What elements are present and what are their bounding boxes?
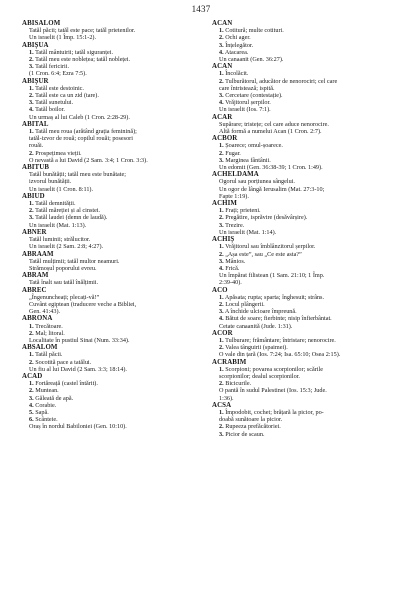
line-text: 1:36). <box>219 394 234 402</box>
entry-headword: ACSA <box>212 401 232 409</box>
sense-number: 2. <box>29 329 34 337</box>
entry-headword: ABIȘUA <box>22 41 49 49</box>
line-text: Tatăl demnității. <box>35 200 76 208</box>
line-text: Bicicurile. <box>225 380 252 388</box>
entry-headword: ABITAL <box>22 120 49 128</box>
sense-number: 1. <box>219 70 224 78</box>
entry-line <box>22 200 194 207</box>
line-text: Prospețimea vieții. <box>35 149 82 157</box>
dictionary-entry <box>212 359 384 402</box>
line-text: care întristează; ispită. <box>219 84 275 92</box>
entry-headword: ACHELDAMA <box>212 171 259 179</box>
entry-line <box>212 164 384 171</box>
line-text: Altă formă a numelui Acan (1 Cron. 2:7). <box>219 128 322 136</box>
entry-line <box>212 121 384 128</box>
sense-number: 3. <box>219 257 224 265</box>
entry-line <box>22 301 194 308</box>
line-text: Tatăl mântuirii; tatăl siguranței. <box>35 48 113 56</box>
dictionary-entry <box>22 42 194 78</box>
line-text: A închide ulcioare împreună. <box>224 308 297 316</box>
line-text: Tatăl laudei (demn de laudă). <box>35 214 108 222</box>
entry-line <box>212 193 384 200</box>
line-text: Strămoșul poporului evreu. <box>29 264 97 272</box>
dictionary-entry <box>212 287 384 330</box>
line-text: Trezire. <box>225 221 245 229</box>
line-text: Cotitură; multe cotituri. <box>225 27 284 35</box>
entry-line <box>212 85 384 92</box>
sense-number: 4. <box>29 401 34 409</box>
entry-line <box>22 351 194 358</box>
entry-line <box>22 56 194 63</box>
entry-headword: ABRONA <box>22 315 53 323</box>
line-text: Un ogor de lângă Ierusalim (Mat. 27:3-10; <box>219 185 325 193</box>
line-text: „Îngenuncheați; plecați-vă!” <box>29 293 100 301</box>
sense-number: 2. <box>219 300 224 308</box>
entry-line <box>212 56 384 63</box>
line-text: Mal; litoral. <box>35 329 65 337</box>
entry-headword: ABNER <box>22 228 47 236</box>
line-text: Atacarea. <box>224 48 249 56</box>
sense-number: 1. <box>29 322 34 330</box>
entry-line <box>22 387 194 394</box>
entry-line <box>22 294 194 301</box>
entry-line <box>212 251 384 258</box>
sense-number: 3. <box>219 92 224 100</box>
dictionary-entry <box>212 200 384 236</box>
left-column <box>22 20 194 594</box>
entry-headword: ABREC <box>22 286 47 294</box>
line-text: Tatăl măreției și al cinstei. <box>35 207 101 215</box>
line-text: scorpionilor; dealul scorpionilor. <box>219 372 300 380</box>
sense-number: 2. <box>219 214 224 222</box>
line-text: Tatăl mulțimii; tatăl multor neamuri. <box>29 257 120 265</box>
sense-number: 2. <box>29 92 34 100</box>
line-text: Tatăl meu roua (arătând grația feminină); <box>35 128 137 136</box>
line-text: Găleată de apă. <box>35 394 74 402</box>
dictionary-columns <box>22 20 384 594</box>
dictionary-entry <box>212 135 384 171</box>
line-text: Un împărat filistean (1 Sam. 21:10; 1 Împ. <box>219 272 325 280</box>
entry-line <box>212 157 384 164</box>
entry-line <box>22 150 194 157</box>
entry-line <box>22 171 194 178</box>
entry-line <box>22 243 194 250</box>
entry-headword: ACRABIM <box>212 358 247 366</box>
line-text: Apăsata; rupta; sparta; înghesuit; strâns. <box>224 293 325 301</box>
entry-headword: ACAR <box>212 113 233 121</box>
line-text: Frică. <box>225 264 240 272</box>
entry-line <box>22 258 194 265</box>
sense-number: 3. <box>29 99 34 107</box>
entry-line <box>22 63 194 70</box>
entry-headword: ABISALOM <box>22 20 61 27</box>
line-text: Trecătoare. <box>35 322 63 330</box>
entry-headword: ACO <box>212 286 228 294</box>
line-text: Tatăl este destoinic. <box>35 84 84 92</box>
sense-number: 1. <box>219 365 224 373</box>
sense-number: 1. <box>219 336 224 344</box>
line-text: Un israelit (Mat. 1:14). <box>219 228 277 236</box>
dictionary-entry <box>212 20 384 63</box>
entry-line <box>212 142 384 149</box>
line-text: Rupeeza prefăcătoriei. <box>225 423 281 431</box>
line-text: Tatăl sunetului. <box>35 99 74 107</box>
sense-number: 2. <box>29 358 34 366</box>
entry-line <box>22 366 194 373</box>
dictionary-entry <box>212 114 384 136</box>
entry-headword: ACAN <box>212 63 233 71</box>
entry-line <box>212 49 384 56</box>
line-text: Fapte 1:19). <box>219 192 249 200</box>
entry-line <box>212 42 384 49</box>
sense-number: 6. <box>29 416 34 424</box>
entry-line <box>22 236 194 243</box>
entry-line <box>212 301 384 308</box>
line-text: „Așa este”, sau „Ce este asta?” <box>225 250 302 258</box>
line-text: O nevastă a lui David (2 Sam. 3:4; 1 Cron. 3:3). <box>29 156 148 164</box>
entry-headword: ABRAAM <box>22 250 54 258</box>
sense-number: 1. <box>29 128 34 136</box>
dictionary-entry <box>22 121 194 164</box>
dictionary-entry <box>212 236 384 286</box>
line-text: rouăi. <box>29 142 44 150</box>
dictionary-entry <box>22 78 194 121</box>
entry-line <box>212 222 384 229</box>
entry-headword: ACHIȘ <box>212 236 235 244</box>
dictionary-entry <box>22 315 194 344</box>
entry-line <box>212 243 384 250</box>
entry-line <box>22 135 194 142</box>
entry-line <box>22 330 194 337</box>
entry-line <box>212 70 384 77</box>
sense-number: 3. <box>29 214 34 222</box>
entry-line <box>22 128 194 135</box>
line-text: O vale din țară (Ios. 7:24; Isa. 65:10; Osea 2:15). <box>219 351 341 359</box>
entry-line <box>22 359 194 366</box>
entry-line <box>22 157 194 164</box>
entry-line <box>22 142 194 149</box>
entry-line <box>212 272 384 279</box>
sense-number: 3. <box>219 430 224 438</box>
entry-headword: ABRAM <box>22 272 49 280</box>
line-text: Un israelit (Mat. 1:13). <box>29 221 87 229</box>
line-text: Cercetare (contestație). <box>225 92 283 100</box>
line-text: Tatăl bunătății; tatăl meu este bunătate; <box>29 171 126 179</box>
entry-line <box>212 207 384 214</box>
line-text: Scorpioni; povarea scorpionilor; scările <box>225 365 323 373</box>
entry-line <box>212 92 384 99</box>
line-text: Marginea fântânii. <box>225 156 271 164</box>
sense-number: 2. <box>219 344 224 352</box>
sense-number: 5. <box>29 408 34 416</box>
line-text: Un urmaș al lui Caleb (1 Cron. 2:28-29). <box>29 113 130 121</box>
entry-line <box>212 214 384 221</box>
sense-number: 1. <box>219 27 224 35</box>
line-text: Un israelit (2 Sam. 2:8; 4:27). <box>29 243 104 251</box>
sense-number: 1. <box>219 293 224 301</box>
entry-line <box>212 423 384 430</box>
line-text: Un canaanit (Gen. 36:27). <box>219 56 284 64</box>
sense-number: 2. <box>29 56 34 64</box>
entry-line <box>22 178 194 185</box>
entry-line <box>22 409 194 416</box>
entry-line <box>212 106 384 113</box>
entry-line <box>212 344 384 351</box>
dictionary-entry <box>22 20 194 42</box>
entry-line <box>212 178 384 185</box>
entry-line <box>212 395 384 402</box>
line-text: Tulburătorul, aducător de nenorociri; cel care <box>225 77 338 85</box>
entry-line <box>212 323 384 330</box>
entry-line <box>22 222 194 229</box>
entry-line <box>212 380 384 387</box>
line-text: Tatăl boilor. <box>35 106 65 114</box>
line-text: Picior de scaun. <box>225 430 265 438</box>
line-text: Tatăl fericirii. <box>35 63 69 71</box>
dictionary-entry <box>22 344 194 373</box>
sense-number: 4. <box>219 99 224 107</box>
line-text: Muntean. <box>35 387 59 395</box>
sense-number: 2. <box>219 149 224 157</box>
line-text: O pantă în sudul Palestinei (Ios. 15:3; Jude. <box>219 387 327 395</box>
entry-headword: ACAN <box>212 20 233 27</box>
dictionary-entry <box>22 251 194 273</box>
line-text: Un israelit (1 Cron. 8:11). <box>29 185 94 193</box>
entry-line <box>212 78 384 85</box>
sense-number: 3. <box>219 221 224 229</box>
entry-line <box>22 380 194 387</box>
entry-line <box>22 265 194 272</box>
entry-line <box>22 323 194 330</box>
entry-line <box>212 150 384 157</box>
entry-line <box>212 279 384 286</box>
sense-number: 2. <box>219 423 224 431</box>
entry-line <box>22 114 194 121</box>
sense-number: 2. <box>29 207 34 215</box>
sense-number: 1. <box>29 200 34 208</box>
line-text: Vrăjitorul sau îmblânzitorul șerpilor. <box>225 243 316 251</box>
entry-headword: ABITUB <box>22 164 50 172</box>
entry-headword: ACHIM <box>212 200 237 208</box>
line-text: Înțelegător. <box>225 41 254 49</box>
sense-number: 3. <box>29 63 34 71</box>
line-text: Frați; prieteni. <box>225 207 261 215</box>
line-text: Pregătire, isprăvire (desăvârșire). <box>225 214 308 222</box>
line-text: Valea tânguirii (spaimei). <box>225 344 288 352</box>
line-text: Socotită pace a tatălui. <box>35 358 92 366</box>
entry-headword: ABIUD <box>22 192 45 200</box>
entry-line <box>22 279 194 286</box>
sense-number: 2. <box>219 380 224 388</box>
entry-line <box>212 315 384 322</box>
line-text: Tatăl luminii; strălucitor. <box>29 236 91 244</box>
line-text: Vrăjitorul șerpilor. <box>225 99 271 107</box>
sense-number: 3. <box>219 308 224 316</box>
sense-number: 1. <box>219 408 224 416</box>
entry-line <box>212 373 384 380</box>
dictionary-entry <box>22 193 194 229</box>
entry-line <box>22 34 194 41</box>
sense-number: 1. <box>219 142 224 150</box>
sense-number: 3. <box>219 156 224 164</box>
dictionary-entry <box>22 164 194 193</box>
entry-line <box>22 416 194 423</box>
entry-line <box>212 34 384 41</box>
entry-line <box>22 49 194 56</box>
line-text: 2:39-40). <box>219 279 242 287</box>
sense-number: 2. <box>219 34 224 42</box>
entry-line <box>212 99 384 106</box>
entry-line <box>212 186 384 193</box>
entry-line <box>212 366 384 373</box>
line-text: Ogorul sau porțiunea sângelui. <box>219 178 295 186</box>
line-text: Un israelit (1 Împ. 15:1-2). <box>29 34 97 42</box>
entry-headword: ACBOR <box>212 135 238 143</box>
entry-line <box>212 258 384 265</box>
line-text: Mânios. <box>225 257 246 265</box>
entry-line <box>22 99 194 106</box>
entry-line <box>22 92 194 99</box>
line-text: Fortăreață (castel întărit). <box>35 380 98 388</box>
sense-number: 1. <box>219 243 224 251</box>
entry-headword: ACOR <box>212 329 233 337</box>
line-text: Un edomit (Gen. 36:38-39; 1 Cron. 1:49). <box>219 164 323 172</box>
line-text: Sapă. <box>35 408 49 416</box>
line-text: Tatăl este ca un zid (tare). <box>35 92 99 100</box>
entry-line <box>212 387 384 394</box>
sense-number: 1. <box>29 351 34 359</box>
sense-number: 3. <box>219 41 224 49</box>
line-text: Tatăl meu este noblețea; tatăl nobleței. <box>35 56 131 64</box>
line-text: Locul plângerii. <box>225 300 265 308</box>
entry-line <box>22 423 194 430</box>
line-text: Cuvânt egiptean (traducere veche a Bibliei, <box>29 300 137 308</box>
entry-line <box>212 229 384 236</box>
line-text: Tatăl păcii. <box>35 351 63 359</box>
line-text: Un israelit (Ios. 7:1). <box>219 106 271 114</box>
entry-line <box>212 128 384 135</box>
line-text: Supărare; tristețe; cel care aduce nenorocire. <box>219 120 329 128</box>
entry-line <box>22 186 194 193</box>
line-text: izvorul bunătății. <box>29 178 72 186</box>
line-text: Cetate canaanită (Jude. 1:31). <box>219 322 293 330</box>
line-text: Ochi ager. <box>225 34 251 42</box>
dictionary-entry <box>212 171 384 200</box>
entry-line <box>22 308 194 315</box>
sense-number: 2. <box>29 387 34 395</box>
entry-line <box>22 85 194 92</box>
entry-line <box>22 214 194 221</box>
dictionary-entry <box>22 373 194 431</box>
sense-number: 1. <box>29 84 34 92</box>
line-text: Bătut de soare; fierbinte; nisip înfierbântat. <box>225 315 332 323</box>
line-text: Corabie. <box>35 401 57 409</box>
entry-headword: ACAD <box>22 372 43 380</box>
sense-number: 4. <box>219 48 224 56</box>
dictionary-entry <box>212 402 384 438</box>
entry-line <box>212 27 384 34</box>
line-text: Localitate în pustiul Sinai (Num. 33:34). <box>29 336 130 344</box>
entry-line <box>22 70 194 77</box>
entry-line <box>212 416 384 423</box>
dictionary-entry <box>212 330 384 359</box>
entry-line <box>22 106 194 113</box>
line-text: Gen. 41:43). <box>29 308 61 316</box>
line-text: Tată înalt sau tatăl înălțimii. <box>29 279 99 287</box>
line-text: Scânteie. <box>35 416 58 424</box>
entry-headword: ABSALOM <box>22 344 58 352</box>
entry-line <box>22 402 194 409</box>
line-text: Împodobit, cochet; brățară la picior, po- <box>225 408 324 416</box>
dictionary-entry <box>22 287 194 316</box>
sense-number: 2. <box>29 149 34 157</box>
sense-number: 1. <box>29 48 34 56</box>
line-text: Oraș în nordul Babiloniei (Gen. 10:10). <box>29 423 127 431</box>
line-text: Tulburare; frământare; întristare; nenorocire. <box>225 336 336 344</box>
line-text: Fugar. <box>225 149 241 157</box>
entry-line <box>22 207 194 214</box>
line-text: Șoarece; omul-șoarece. <box>225 142 283 150</box>
line-text: (1 Cron. 6:4; Ezra 7:5). <box>29 70 87 78</box>
entry-line <box>212 308 384 315</box>
sense-number: 4. <box>29 106 34 114</box>
dictionary-entry <box>22 229 194 251</box>
sense-number: 1. <box>219 207 224 215</box>
entry-line <box>212 294 384 301</box>
page-number: 1437 <box>191 4 211 14</box>
right-column <box>212 20 384 594</box>
entry-headword: ABIȘUR <box>22 77 49 85</box>
sense-number: 2. <box>219 77 224 85</box>
line-text: Tatăl păcii; tatăl este pace; tatăl prietenilor. <box>29 27 136 35</box>
entry-line <box>22 395 194 402</box>
dictionary-entry <box>22 272 194 286</box>
dictionary-entry <box>212 63 384 113</box>
sense-number: 3. <box>29 394 34 402</box>
line-text: tatăl-izvor de rouă; copilul rouăi; posesori <box>29 135 133 143</box>
entry-line <box>212 431 384 438</box>
entry-line <box>22 337 194 344</box>
entry-line <box>212 337 384 344</box>
sense-number: 1. <box>29 380 34 388</box>
sense-number: 4. <box>219 315 224 323</box>
sense-number: 4. <box>219 264 224 272</box>
sense-number: 2. <box>219 250 224 258</box>
entry-line <box>212 409 384 416</box>
line-text: Un fiu al lui David (2 Sam. 3:3; 18:14). <box>29 365 127 373</box>
line-text: Încolăcit. <box>225 70 249 78</box>
entry-line <box>212 351 384 358</box>
line-text: doabă sunătoare la picior. <box>219 416 283 424</box>
